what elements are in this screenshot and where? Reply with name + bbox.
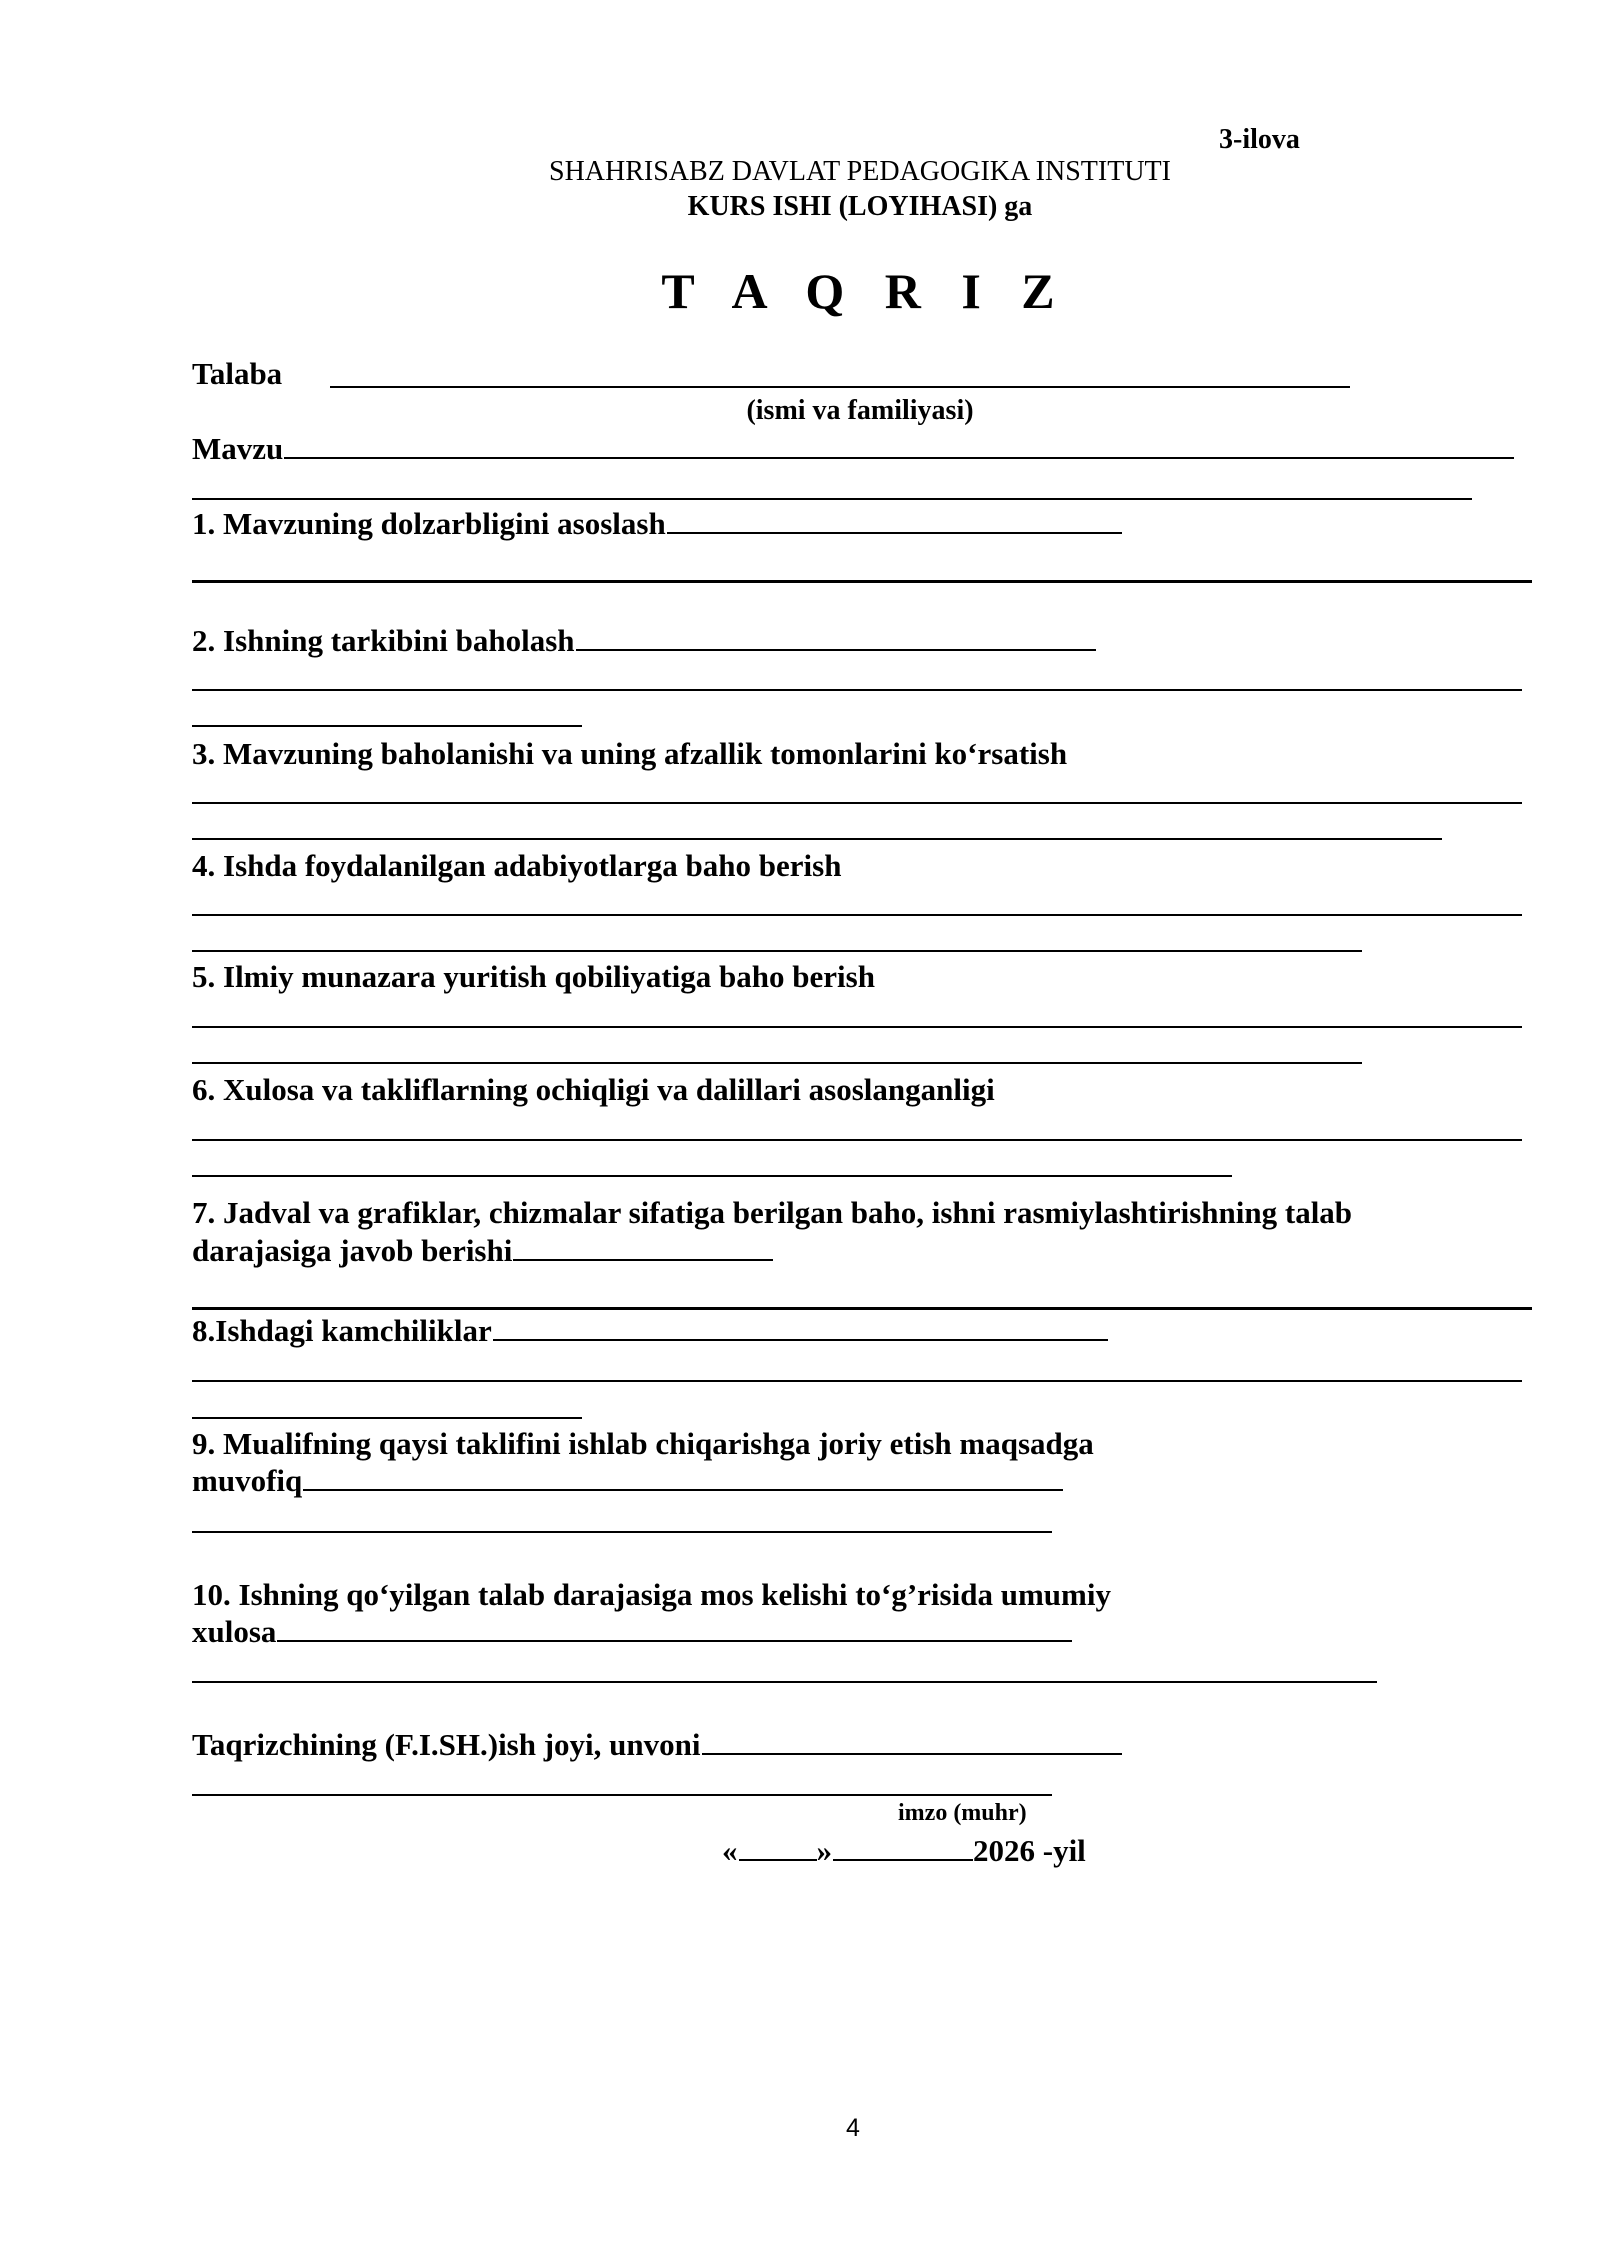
date-open-quote: «: [722, 1833, 738, 1868]
item-4-label: 4. Ishda foydalanilgan adabiyotlarga baho berish: [192, 848, 842, 883]
annex-label: 3-ilova: [1219, 124, 1300, 155]
item-8: [192, 1312, 1108, 1350]
reviewer-row: [192, 1726, 1122, 1764]
item-1-line-2[interactable]: [192, 580, 1532, 583]
item-8-line[interactable]: [493, 1337, 1108, 1341]
item-1-line[interactable]: [667, 530, 1122, 534]
item-2-line-2[interactable]: [192, 689, 1522, 691]
item-10: [192, 1576, 1111, 1614]
item-7-continued: [192, 1232, 773, 1270]
item-10-continued: [192, 1613, 1072, 1651]
item-2-label: 2. Ishning tarkibini baholash: [192, 623, 575, 658]
student-name-hint: (ismi va familiyasi): [746, 395, 974, 426]
document-title: T A Q R I Z: [661, 263, 1069, 319]
item-7-label: 7. Jadval va grafiklar, chizmalar sifatiga berilgan baho, ishni rasmiylashtirishning talab: [192, 1195, 1353, 1230]
item-9-line[interactable]: [303, 1487, 1063, 1491]
date-row: [722, 1832, 1086, 1870]
item-7: [192, 1194, 1352, 1232]
item-6-line-2[interactable]: [192, 1175, 1232, 1177]
item-4: [192, 847, 841, 885]
date-day-line[interactable]: [739, 1857, 817, 1861]
item-10-line[interactable]: [277, 1638, 1072, 1642]
reviewer-line[interactable]: [702, 1751, 1122, 1755]
item-9-continued: [192, 1462, 1063, 1500]
topic-line[interactable]: [284, 455, 1514, 459]
item-3-line[interactable]: [192, 802, 1522, 804]
item-8-line-3[interactable]: [192, 1417, 582, 1419]
institution-name: SHAHRISABZ DAVLAT PEDAGOGIKA INSTITUTI: [549, 156, 1171, 187]
signature-hint: imzo (muhr): [898, 1800, 1027, 1826]
item-10-label-2: xulosa: [192, 1614, 277, 1649]
item-6-label: 6. Xulosa va takliflarning ochiqligi va dalillari asoslanganligi: [192, 1072, 995, 1107]
item-2-line[interactable]: [576, 647, 1096, 651]
topic-line-2[interactable]: [192, 498, 1472, 500]
item-4-line-2[interactable]: [192, 950, 1362, 952]
student-label: Talaba: [192, 356, 283, 391]
item-2-line-3[interactable]: [192, 725, 582, 727]
date-month-line[interactable]: [833, 1857, 973, 1861]
reviewer-label: Taqrizchining (F.I.SH.)ish joyi, unvoni: [192, 1727, 701, 1762]
item-9-label-2: muvofiq: [192, 1463, 303, 1498]
document-subtitle: KURS ISHI (LOYIHASI) ga: [687, 191, 1033, 222]
item-10-line-2[interactable]: [192, 1681, 1377, 1683]
student-name-line[interactable]: [330, 386, 1350, 388]
item-4-line[interactable]: [192, 914, 1522, 916]
item-1-label: 1. Mavzuning dolzarbligini asoslash: [192, 506, 666, 541]
item-9-label: 9. Mualifning qaysi taklifini ishlab chiqarishga joriy etish maqsadga: [192, 1426, 1094, 1461]
item-9: [192, 1425, 1094, 1463]
item-8-line-2[interactable]: [192, 1380, 1522, 1382]
item-5: [192, 958, 875, 996]
item-5-line[interactable]: [192, 1026, 1522, 1028]
topic-row: [192, 430, 1514, 468]
item-6: [192, 1071, 995, 1109]
item-7-label-2: darajasiga javob berishi: [192, 1233, 513, 1268]
topic-label: Mavzu: [192, 431, 284, 466]
item-3-label: 3. Mavzuning baholanishi va uning afzallik tomonlarini ko‘rsatish: [192, 736, 1068, 771]
signature-line[interactable]: [192, 1794, 1052, 1796]
item-5-label: 5. Ilmiy munazara yuritish qobiliyatiga baho berish: [192, 959, 875, 994]
item-7-line[interactable]: [513, 1257, 773, 1261]
date-year: 2026 -yil: [973, 1833, 1086, 1868]
item-3: [192, 735, 1067, 773]
date-close-quote: »: [816, 1833, 832, 1868]
item-2: [192, 622, 1096, 660]
item-7-line-2[interactable]: [192, 1307, 1532, 1310]
item-8-label: 8.Ishdagi kamchiliklar: [192, 1313, 492, 1348]
item-6-line[interactable]: [192, 1139, 1522, 1141]
item-3-line-2[interactable]: [192, 838, 1442, 840]
item-10-label: 10. Ishning qo‘yilgan talab darajasiga mos kelishi to‘g’risida umumiy: [192, 1577, 1111, 1612]
item-9-line-2[interactable]: [192, 1531, 1052, 1533]
item-5-line-2[interactable]: [192, 1062, 1362, 1064]
page-number: 4: [846, 2114, 860, 2142]
item-1: [192, 505, 1122, 543]
